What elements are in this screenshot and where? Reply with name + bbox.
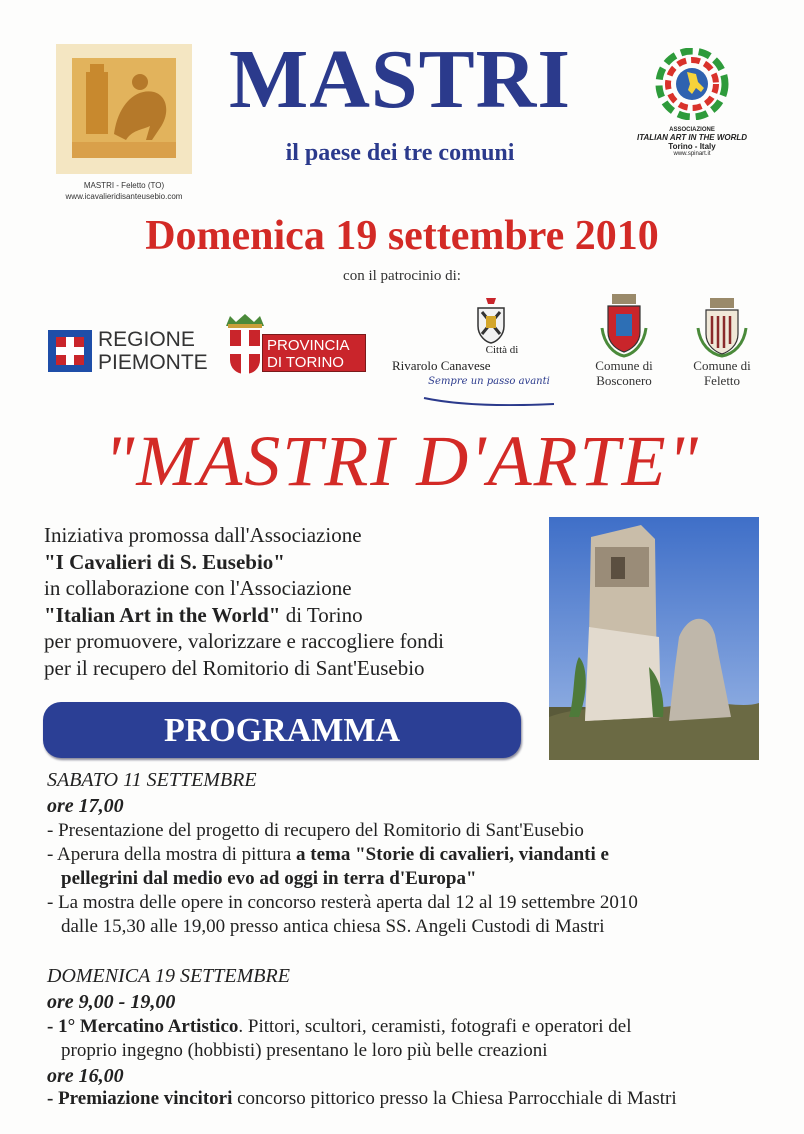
day2-item2 — [47, 1087, 777, 1111]
intro-line4-rest: di Torino — [280, 602, 363, 627]
regione-piemonte-logo — [48, 326, 208, 376]
bosconero-line1: Comune di — [595, 358, 653, 373]
regione-line1: REGIONE — [98, 328, 195, 351]
day1-item2-bold: a tema "Storie di cavalieri, viandanti e — [296, 844, 609, 865]
intro-line5: per promuovere, valorizzare e raccogliere fondi — [44, 629, 444, 653]
rivarolo-logo — [392, 296, 564, 416]
provincia-line2: DI TORINO — [267, 354, 344, 371]
day2-time2: ore 16,00 — [47, 1065, 124, 1087]
day1-heading: SABATO 11 SETTEMBRE — [47, 769, 257, 791]
day1-item3 — [47, 891, 777, 939]
intro-line2: "I Cavalieri di S. Eusebio" — [44, 549, 285, 574]
regione-line2: PIEMONTE — [98, 351, 208, 374]
event-date: Domenica 19 settembre 2010 — [145, 213, 659, 259]
day1-item3-line1: - La mostra delle opere in concorso resterà aperta dal 12 al 19 settembre 2010 — [47, 892, 638, 913]
cavalieri-seal-icon — [56, 44, 192, 174]
bosconero-line2: Bosconero — [596, 373, 652, 388]
logo-right-line1: ASSOCIAZIONE — [669, 127, 715, 133]
feletto-line1: Comune di — [693, 358, 751, 373]
rivarolo-coat-icon — [474, 296, 508, 344]
feletto-line2: Feletto — [703, 373, 741, 388]
day2-item2-rest: concorso pittorico presso la Chiesa Parrocchiale di Mastri — [232, 1088, 677, 1109]
feletto-coat-icon — [694, 296, 750, 358]
bosconero-logo — [582, 292, 666, 402]
intro-line4-bold: "Italian Art in the World" — [44, 602, 281, 627]
day1-item3-line2: dalle 15,30 alle 19,00 presso antica chiesa SS. Angeli Custodi di Mastri — [61, 916, 605, 937]
intro-line1: Iniziativa promossa dall'Associazione — [44, 523, 362, 547]
page-subtitle: il paese dei tre comuni — [285, 140, 515, 166]
day2-time1: ore 9,00 - 19,00 — [47, 991, 176, 1013]
feletto-logo — [680, 296, 764, 402]
seal-caption-line1: MASTRI - Feletto (TO) — [83, 181, 165, 190]
day1-item1: - Presentazione del progetto di recupero del Romitorio di Sant'Eusebio — [47, 820, 584, 841]
romitorio-photo — [549, 517, 759, 760]
provincia-torino-logo — [222, 312, 370, 378]
rivarolo-line2: Rivarolo Canavese — [392, 358, 491, 373]
day1-time: ore 17,00 — [47, 795, 124, 817]
programma-banner: PROGRAMMA — [43, 702, 521, 758]
provincia-line1: PROVINCIA — [267, 337, 350, 354]
crown-icon — [224, 312, 266, 328]
intro-line3: in collaborazione con l'Associazione — [44, 576, 352, 600]
bosconero-coat-icon — [598, 292, 650, 358]
day2-heading: DOMENICA 19 SETTEMBRE — [47, 965, 290, 987]
italian-art-logo — [612, 48, 772, 166]
rivarolo-line1: Città di — [485, 344, 519, 356]
event-title: "MASTRI D'ARTE" — [104, 421, 700, 501]
seal-caption-url: www.icavalieridisanteusebio.com — [65, 192, 183, 201]
provincia-shield-icon — [230, 330, 260, 374]
regione-flag-icon — [48, 330, 92, 372]
day1-item2 — [47, 843, 777, 891]
ruined-tower-image — [549, 517, 759, 760]
cavalieri-logo — [50, 44, 198, 202]
day2-item1 — [47, 1015, 777, 1063]
intro-text — [44, 522, 544, 681]
signature-swoosh — [422, 396, 556, 406]
rivarolo-motto: Sempre un passo avanti — [428, 376, 550, 387]
italy-globe-icon — [654, 48, 730, 120]
patrocinio-label: con il patrocinio di: — [343, 268, 461, 284]
day2-item1-rest: . Pittori, scultori, ceramisti, fotografi e operatori del — [238, 1016, 632, 1037]
intro-line6: per il recupero del Romitorio di Sant'Eusebio — [44, 655, 425, 680]
logo-right-line3: Torino - Italy — [668, 142, 716, 151]
day1-item2-bold-cont: pellegrini dal medio evo ad oggi in terra d'Europa" — [61, 868, 477, 889]
logo-right-line2: ITALIAN ART IN THE WORLD — [636, 133, 748, 142]
day2-item1-bold: - 1° Mercatino Artistico — [47, 1016, 239, 1037]
page-title: MASTRI — [228, 33, 572, 126]
day2-item2-bold: - Premiazione vincitori — [47, 1088, 233, 1109]
logo-right-url: www.spinart.it — [673, 151, 711, 157]
day1-item2-plain: - Aperura della mostra di pittura — [47, 844, 297, 865]
day2-item1-line2: proprio ingegno (hobbisti) presentano le loro più belle creazioni — [61, 1040, 548, 1061]
